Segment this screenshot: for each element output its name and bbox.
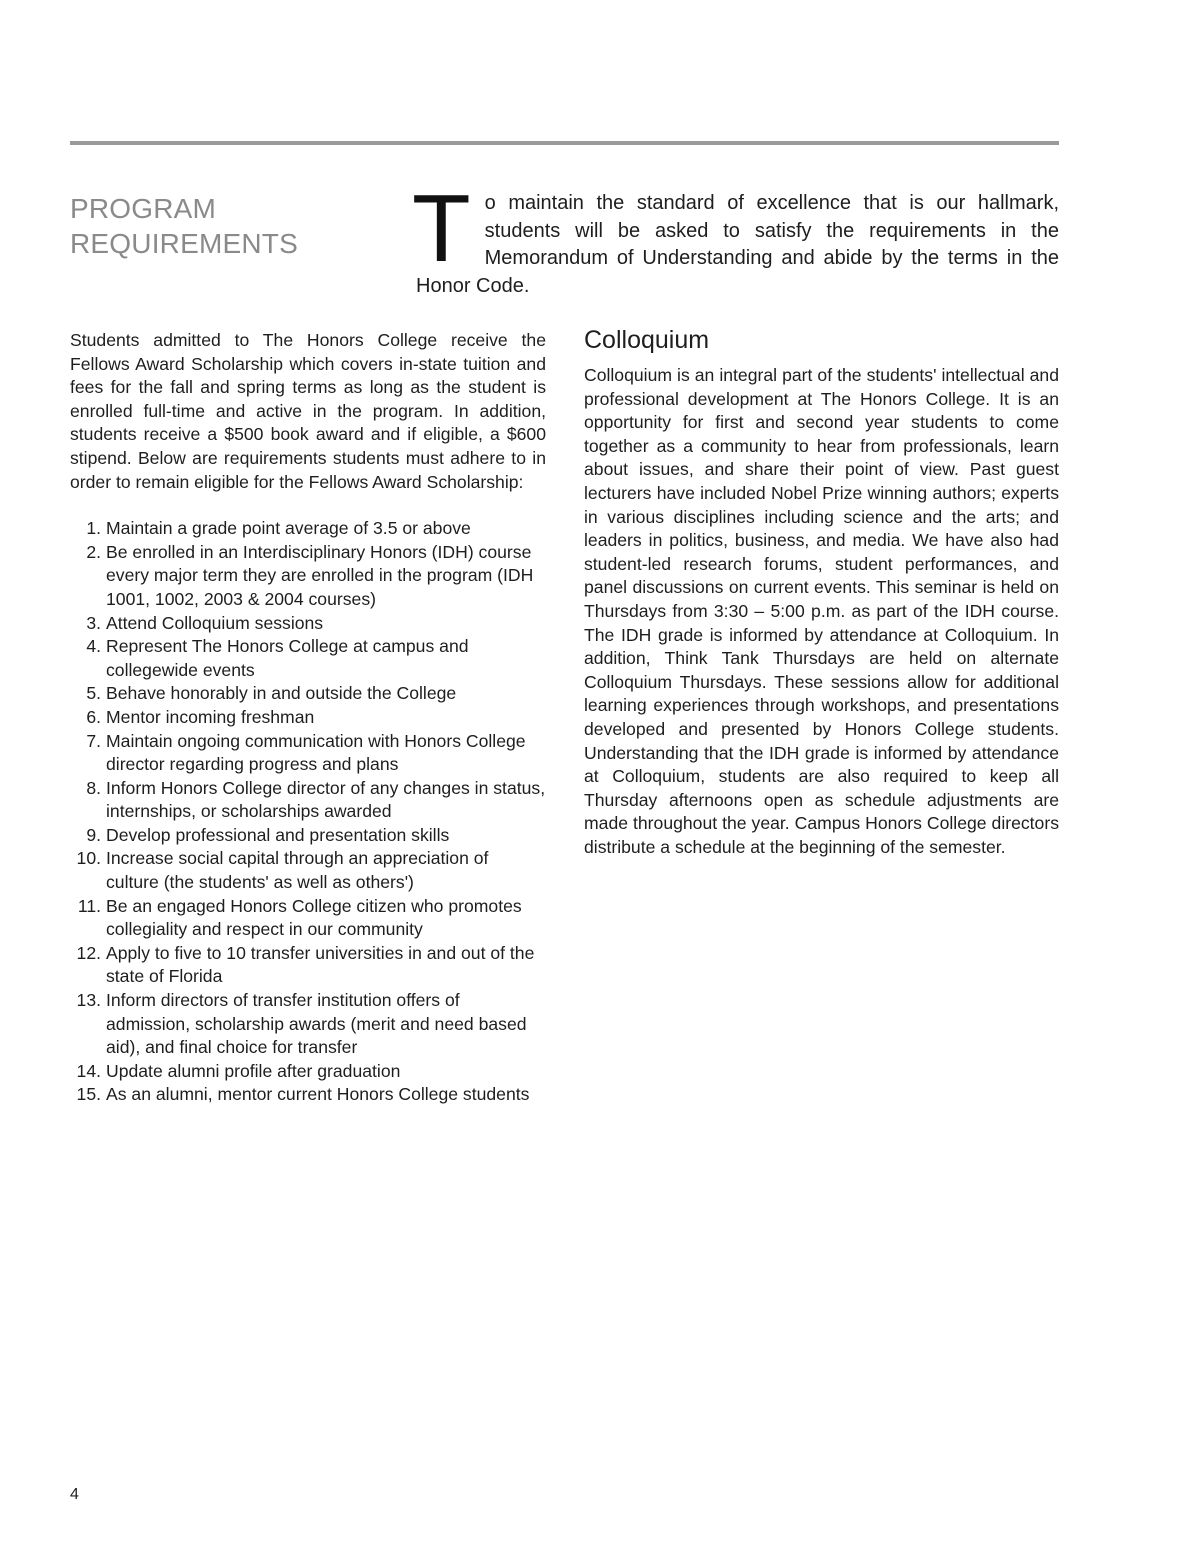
requirement-item xyxy=(70,847,546,894)
requirement-item xyxy=(70,517,546,541)
requirements-list xyxy=(70,517,546,1107)
requirement-item xyxy=(70,895,546,942)
colloquium-paragraph: Colloquium is an integral part of the students' intellectual and professional development at The Honors College. It is an opportunity for first and second year students to come together as a community to hear from professionals, learn about issues, and share their point of view. Past guest lecturers have included Nobel Prize winning authors; experts in various disciplines including science and the arts; and leaders in politics, business, and media. We have also had student-led research forums, student performances, and panel discussions on current events. This seminar is held on Thursdays from 3:30 – 5:00 p.m. as part of the IDH course. The IDH grade is informed by attendance at Colloquium. In addition, Think Tank Thursdays are held on alternate Colloquium Thursdays. These sessions allow for additional learning experiences through workshops, and presentations developed and presented by Honors College students. Understanding that the IDH grade is informed by attendance at Colloquium, students are also required to keep all Thursday afternoons open as schedule adjustments are made throughout the year. Campus Honors College directors distribute a schedule at the beginning of the semester. xyxy=(584,365,1059,857)
colloquium-heading: Colloquium xyxy=(584,326,710,354)
requirement-number: 5. xyxy=(86,683,101,704)
requirement-number: 9. xyxy=(86,824,101,845)
top-divider xyxy=(70,141,1059,145)
requirement-item xyxy=(70,777,546,824)
page-title-line-1: PROGRAM xyxy=(70,193,217,224)
requirement-number: 12. xyxy=(76,942,101,963)
requirement-text: Inform directors of transfer institution offers of admission, scholarship awards (merit and need based aid), and final choice for transfer xyxy=(106,990,527,1058)
colloquium-column xyxy=(584,324,1059,859)
requirement-text: Increase social capital through an appreciation of culture (the students' as well as others') xyxy=(106,848,489,893)
requirement-item xyxy=(70,942,546,989)
requirement-text: Maintain a grade point average of 3.5 or above xyxy=(106,518,471,539)
requirement-text: As an alumni, mentor current Honors College students xyxy=(106,1084,530,1105)
page-title-line-2: REQUIREMENTS xyxy=(70,228,298,259)
requirement-text: Develop professional and presentation skills xyxy=(106,824,450,845)
requirement-text: Behave honorably in and outside the College xyxy=(106,683,457,704)
requirement-number: 15. xyxy=(76,1084,101,1105)
requirement-text: Maintain ongoing communication with Honors College director regarding progress and plans xyxy=(106,730,526,775)
requirement-item xyxy=(70,1060,546,1084)
page-title xyxy=(70,191,390,261)
requirement-item xyxy=(70,1083,546,1107)
requirement-item xyxy=(70,989,546,1060)
requirement-number: 7. xyxy=(86,730,101,751)
scholarship-column xyxy=(70,329,546,1107)
requirement-text: Represent The Honors College at campus and collegewide events xyxy=(106,636,469,680)
requirement-text: Update alumni profile after graduation xyxy=(106,1060,401,1081)
requirement-text: Be enrolled in an Interdisciplinary Honors (IDH) course every major term they are enrolled in the program (IDH 1001, 1002, 2003 & 2004 courses) xyxy=(106,541,534,609)
requirement-item xyxy=(70,635,546,682)
requirement-text: Apply to five to 10 transfer universities in and out of the state of Florida xyxy=(106,942,535,987)
requirement-number: 3. xyxy=(86,612,101,633)
requirement-item xyxy=(70,612,546,636)
requirement-item xyxy=(70,706,546,730)
requirement-number: 1. xyxy=(86,518,101,539)
drop-cap: T xyxy=(412,175,471,282)
requirement-number: 10. xyxy=(76,848,101,869)
requirement-number: 8. xyxy=(86,777,101,798)
requirement-number: 14. xyxy=(76,1060,101,1081)
requirement-item xyxy=(70,824,546,848)
requirement-item xyxy=(70,541,546,612)
requirement-text: Mentor incoming freshman xyxy=(106,706,315,727)
intro-text: o maintain the standard of excellence that is our hallmark, students will be asked to satisfy the requirements in the Memorandum of Understanding and abide by the terms in the Honor Code. xyxy=(416,192,1059,297)
requirement-number: 6. xyxy=(86,706,101,727)
requirement-item xyxy=(70,682,546,706)
requirement-number: 4. xyxy=(86,636,101,657)
requirement-text: Attend Colloquium sessions xyxy=(106,612,324,633)
requirement-number: 11. xyxy=(77,895,101,916)
requirement-number: 2. xyxy=(86,541,101,562)
page-number: 4 xyxy=(70,1486,79,1503)
requirement-item xyxy=(70,730,546,777)
scholarship-paragraph: Students admitted to The Honors College receive the Fellows Award Scholarship which covers in-state tuition and fees for the fall and spring terms as long as the student is enrolled full-time and active in the program. In addition, students receive a $500 book award and if eligible, a $600 stipend. Below are requirements students must adhere to in order to remain eligible for the Fellows Award Scholarship: xyxy=(70,330,546,492)
intro-paragraph xyxy=(412,175,1059,300)
requirement-text: Inform Honors College director of any changes in status, internships, or scholarships awarded xyxy=(106,777,546,822)
requirement-text: Be an engaged Honors College citizen who promotes collegiality and respect in our community xyxy=(106,895,522,940)
requirement-number: 13. xyxy=(76,990,101,1011)
